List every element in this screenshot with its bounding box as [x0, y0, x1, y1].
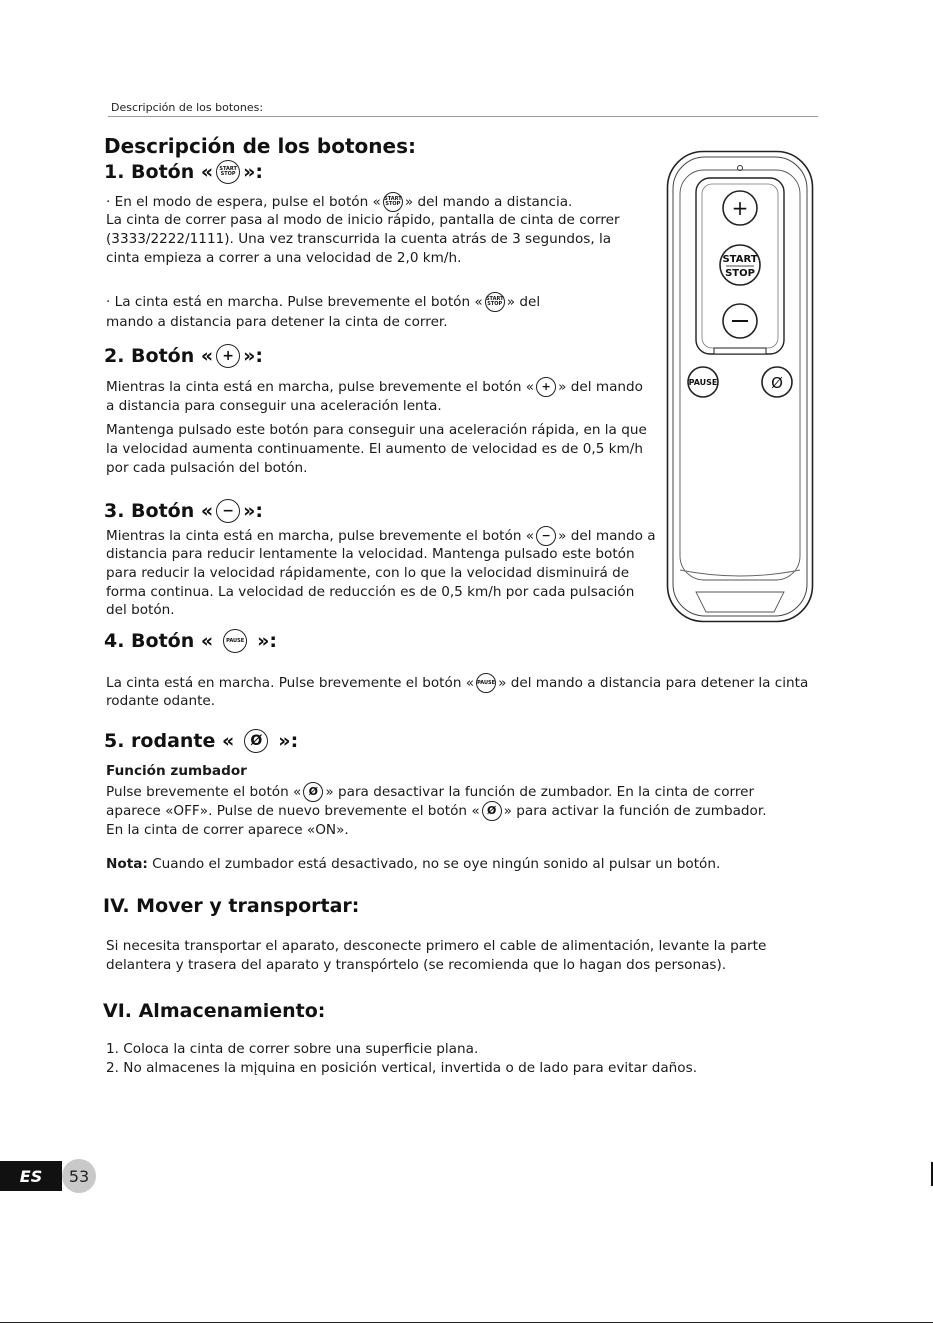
minus-icon: − [216, 499, 240, 523]
s7-line-2: 2. No almacenes la mįquina en posición vertical, invertida o de lado para evitar daños. [106, 1060, 698, 1076]
running-header: Descripción de los botones: [111, 101, 264, 114]
s5-line-2 [106, 801, 767, 822]
s5-l2b: » para activar la función de zumbador. [503, 803, 767, 819]
page-title: Descripción de los botones: [104, 134, 416, 158]
start-label: START [219, 166, 237, 172]
svg-text:Ø: Ø [771, 374, 783, 392]
s5-line-1 [106, 782, 754, 803]
note-label: Nota: [106, 856, 148, 872]
section-2-suffix: »: [243, 345, 264, 367]
svg-text:STOP: STOP [725, 268, 755, 279]
remote-control-illustration [666, 150, 814, 624]
plus-icon: + [536, 377, 556, 397]
s1-line-1 [106, 192, 572, 213]
s1-l5b: » del [506, 294, 541, 310]
s3-l1a: Mientras la cinta está en marcha, pulse brevemente el botón « [106, 528, 535, 544]
s1-line-3: (3333/2222/1111). Una vez transcurrida la cuenta atrás de 3 segundos, la [106, 231, 612, 247]
s1-line-2: La cinta de correr pasa al modo de inicio rápido, pantalla de cinta de correr [106, 212, 620, 228]
section-5-prefix: 5. rodante « [104, 730, 235, 752]
s5-subheading: Función zumbador [106, 763, 247, 779]
stop-label: STOP [220, 171, 236, 177]
section-4-heading [104, 629, 277, 653]
s6-line-1: Si necesita transportar el aparato, desconecte primero el cable de alimentación, levante la parte [106, 938, 767, 954]
plus-icon: + [216, 344, 240, 368]
s1-line-5 [106, 292, 540, 313]
s1-l1b: » del mando a distancia. [404, 194, 573, 210]
svg-text:START: START [722, 254, 758, 265]
section-2-prefix: 2. Botón « [104, 345, 214, 367]
section-2-heading [104, 344, 263, 368]
s1-line-4: cinta empieza a correr a una velocidad de 2,0 km/h. [106, 250, 462, 266]
pause-icon: PAUSE [223, 629, 247, 653]
section-3-heading [104, 499, 263, 523]
language-tab: ES [0, 1161, 62, 1191]
s5-l1b: » para desactivar la función de zumbador. En la cinta de correr [325, 784, 755, 800]
minus-icon: − [536, 526, 556, 546]
s3-line-1 [106, 526, 656, 547]
note-text: Cuando el zumbador está desactivado, no se oye ningún sonido al pulsar un botón. [147, 856, 721, 872]
s5-line-3: En la cinta de correr aparece «ON». [106, 822, 349, 838]
mute-icon: Ø [482, 801, 502, 821]
section-4-suffix: »: [257, 630, 278, 652]
s1-line-6: mando a distancia para detener la cinta de correr. [106, 314, 448, 330]
s2-l1b: » del mando [558, 379, 643, 395]
s4-line-2: rodante odante. [106, 693, 216, 709]
section-1-prefix: 1. Botón « [104, 161, 214, 183]
s2-line-4: la velocidad aumenta continuamente. El aumento de velocidad es de 0,5 km/h [106, 441, 643, 457]
s5-l2a: aparece «OFF». Pulse de nuevo brevemente el botón « [106, 803, 480, 819]
s3-line-4: forma continua. La velocidad de reducción es de 0,5 km/h por cada pulsación [106, 584, 635, 600]
s2-line-2: a distancia para conseguir una aceleración lenta. [106, 398, 442, 414]
section-3-prefix: 3. Botón « [104, 500, 214, 522]
s4-l1b: » del mando a distancia para detener la cinta [498, 675, 809, 691]
s1-l5a: · La cinta está en marcha. Pulse brevemente el botón « [106, 294, 483, 310]
s3-line-5: del botón. [106, 602, 175, 618]
svg-text:PAUSE: PAUSE [688, 378, 718, 387]
section-storage-heading: VI. Almacenamiento: [103, 1000, 326, 1022]
section-5-suffix: »: [278, 730, 299, 752]
mute-icon: Ø [303, 782, 323, 802]
s4-l1a: La cinta está en marcha. Pulse brevemente el botón « [106, 675, 475, 691]
s1-l1a: · En el modo de espera, pulse el botón « [106, 194, 381, 210]
s7-line-1: 1. Coloca la cinta de correr sobre una superficie plana. [106, 1041, 479, 1057]
s2-line-5: por cada pulsación del botón. [106, 460, 308, 476]
section-1-suffix: »: [243, 161, 264, 183]
mute-icon: Ø [244, 729, 268, 753]
s3-line-2: distancia para reducir lentamente la velocidad. Mantenga pulsado este botón [106, 546, 635, 562]
section-5-heading [104, 729, 298, 753]
section-move-heading: IV. Mover y transportar: [103, 895, 360, 917]
bottom-divider [0, 1322, 933, 1323]
s2-line-1 [106, 377, 643, 398]
section-4-prefix: 4. Botón « [104, 630, 214, 652]
s3-l1b: » del mando a [558, 528, 656, 544]
s3-line-3: para reducir la velocidad rápidamente, con lo que la velocidad disminuirá de [106, 565, 630, 581]
header-divider [108, 116, 818, 117]
s5-note [106, 855, 720, 875]
section-3-suffix: »: [243, 500, 264, 522]
start-stop-icon [216, 160, 240, 184]
page-number: 53 [62, 1159, 96, 1193]
start-stop-icon: START STOP [485, 292, 505, 312]
s2-line-3: Mantenga pulsado este botón para conseguir una aceleración rápida, en la que [106, 422, 647, 438]
section-1-heading [104, 160, 263, 184]
s4-line-1 [106, 673, 808, 694]
s5-l1a: Pulse brevemente el botón « [106, 784, 302, 800]
s6-line-2: delantera y trasera del aparato y transpórtelo (se recomienda que lo hagan dos personas). [106, 957, 727, 973]
pause-icon: PAUSE [476, 673, 496, 693]
s2-l1a: Mientras la cinta está en marcha, pulse brevemente el botón « [106, 379, 535, 395]
svg-text:+: + [731, 196, 749, 220]
start-stop-icon: START STOP [383, 192, 403, 212]
